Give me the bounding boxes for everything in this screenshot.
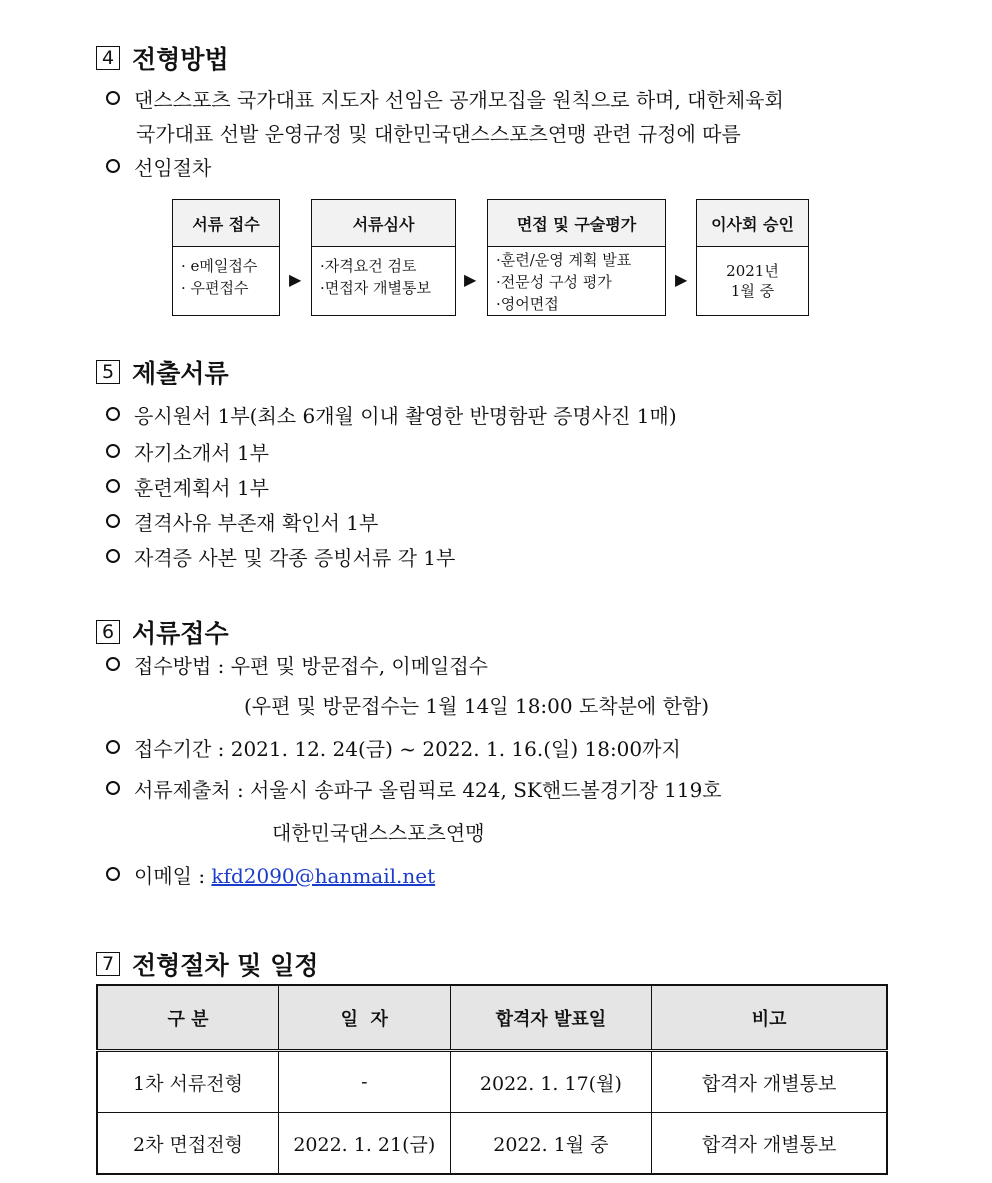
circle-bullet-icon: [106, 781, 120, 795]
flow-box-title: 서류 접수: [173, 200, 279, 247]
circle-bullet-icon: [106, 159, 120, 173]
arrow-right-icon: ▶: [675, 270, 688, 289]
table-header-row: [97, 985, 887, 1051]
table-cell: 1차 서류전형: [97, 1051, 278, 1113]
section-number: 6: [96, 620, 120, 644]
flow-box-document-review: [311, 199, 456, 316]
table-cell: -: [278, 1051, 450, 1113]
list-item: 자격증 사본 및 각종 증빙서류 각 1부: [106, 542, 455, 571]
list-item: 이메일 : kfd2090@hanmail.net: [106, 860, 435, 889]
section-number: 4: [96, 46, 120, 70]
table-cell: 합격자 개별통보: [652, 1113, 887, 1175]
section-6-heading: [96, 614, 229, 650]
flow-box-title: 이사회 승인: [697, 200, 808, 247]
bullet-item: 댄스스포츠 국가대표 지도자 선임은 공개모집을 원칙으로 하며, 대한체육회: [106, 84, 784, 113]
section-title: 전형절차 및 일정: [132, 951, 319, 980]
flow-box-line: ·면접자 개별통보: [320, 279, 431, 297]
table-cell: 2022. 1. 21(금): [278, 1113, 450, 1175]
column-header: 구 분: [97, 985, 278, 1051]
column-header: 합격자 발표일: [450, 985, 652, 1051]
flow-box-line: ·전문성 구성 평가: [496, 273, 612, 291]
flow-box-line: · 우편접수: [181, 279, 249, 297]
table-cell: 2022. 1. 17(월): [450, 1051, 652, 1113]
arrow-right-icon: ▶: [464, 270, 477, 289]
section-7-heading: [96, 946, 318, 982]
table-row: [97, 1051, 887, 1113]
list-item: 서류제출처 : 서울시 송파구 올림픽로 424, SK핸드볼경기장 119호: [106, 774, 722, 803]
table-cell: 2차 면접전형: [97, 1113, 278, 1175]
list-item: 결격사유 부존재 확인서 1부: [106, 507, 378, 536]
circle-bullet-icon: [106, 407, 120, 421]
circle-bullet-icon: [106, 479, 120, 493]
arrow-right-icon: ▶: [289, 270, 302, 289]
circle-bullet-icon: [106, 867, 120, 881]
list-item: 응시원서 1부(최소 6개월 이내 촬영한 반명함판 증명사진 1매): [106, 400, 677, 429]
bullet-item: 선임절차: [106, 152, 211, 181]
circle-bullet-icon: [106, 657, 120, 671]
flow-box-title: 서류심사: [312, 200, 455, 247]
list-item: 접수방법 : 우편 및 방문접수, 이메일접수: [106, 650, 488, 679]
flow-box-line: 2021년: [726, 262, 779, 280]
flow-box-line: ·훈련/운영 계획 발표: [496, 251, 632, 269]
section-4-heading: [96, 40, 229, 76]
circle-bullet-icon: [106, 549, 120, 563]
section-5-heading: [96, 354, 229, 390]
flow-box-line: 1월 중: [730, 282, 775, 300]
circle-bullet-icon: [106, 514, 120, 528]
bullet-continuation: 국가대표 선발 운영규정 및 대한민국댄스스포츠연맹 관련 규정에 따름: [136, 122, 741, 146]
section-number: 5: [96, 360, 120, 384]
list-item: 자기소개서 1부: [106, 437, 269, 466]
section-title: 서류접수: [132, 619, 229, 648]
flow-box-line: ·자격요건 검토: [320, 257, 417, 275]
section-number: 7: [96, 952, 120, 976]
column-header: 일 자: [278, 985, 450, 1051]
list-item: 훈련계획서 1부: [106, 472, 269, 501]
table-row: [97, 1113, 887, 1175]
schedule-table: [96, 984, 888, 1175]
column-header: 비고: [652, 985, 887, 1051]
list-item: 접수기간 : 2021. 12. 24(금) ~ 2022. 1. 16.(일) 18:00까지: [106, 733, 681, 762]
circle-bullet-icon: [106, 444, 120, 458]
email-link[interactable]: kfd2090@hanmail.net: [211, 864, 436, 888]
flow-box-document-receipt: [172, 199, 280, 316]
section-title: 전형방법: [132, 45, 229, 74]
flow-box-line: · e메일접수: [181, 257, 258, 275]
method-note: (우편 및 방문접수는 1월 14일 18:00 도착분에 한함): [244, 694, 710, 718]
flow-box-interview: [487, 199, 666, 316]
table-cell: 합격자 개별통보: [652, 1051, 887, 1113]
section-title: 제출서류: [132, 359, 229, 388]
circle-bullet-icon: [106, 740, 120, 754]
flow-box-title: 면접 및 구술평가: [488, 200, 665, 247]
flow-box-line: ·영어면접: [496, 295, 559, 313]
circle-bullet-icon: [106, 91, 120, 105]
place-line-2: 대한민국댄스스포츠연맹: [272, 821, 485, 845]
table-cell: 2022. 1월 중: [450, 1113, 652, 1175]
flow-box-board-approval: [696, 199, 809, 316]
